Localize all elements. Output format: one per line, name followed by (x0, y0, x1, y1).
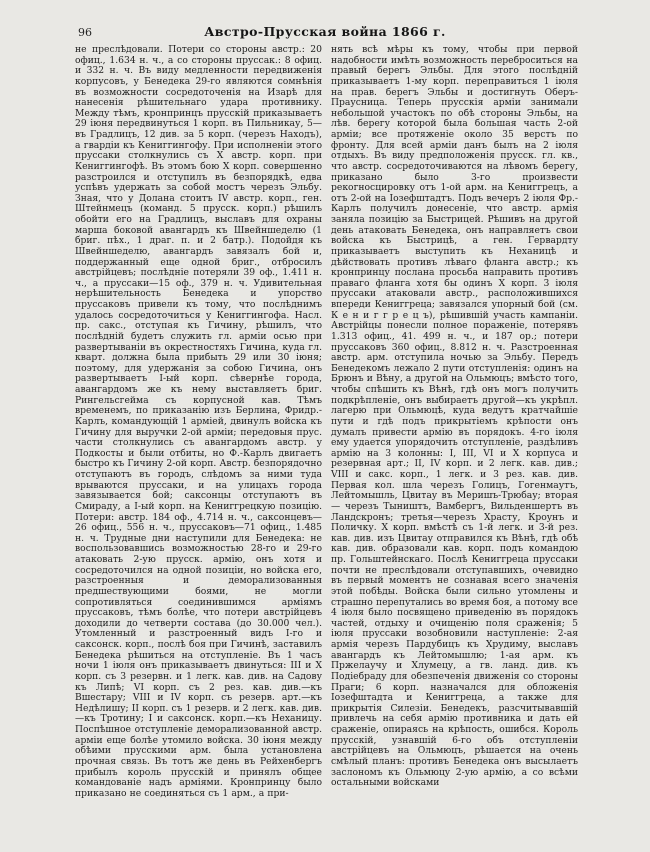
page-number: 96 (78, 26, 92, 39)
page-title: Австро-Прусская война 1866 г. (204, 24, 446, 39)
text-columns (75, 45, 578, 799)
text-column-left: не преслѣдовали. Потери со стороны австр.: 20 офиц., 1.634 н. ч., а со стороны пруссак.: 8 офиц. и 332 н. ч. Въ виду медленности передвиженія корпусовъ, у Бенедека 29-го являются сомнѣнія въ возможности сосредоточенія на Изарѣ для нанесенія рѣшительнаго удара противнику. Между тѣмъ, кронпринцъ прусскій приказываетъ 29 іюня передвинуться 1 корп. въ Пильникау, 5—въ Градлицъ, 12 див. за 5 корп. (черезъ Находъ), а гвардіи къ Кениггингофу. При исполненіи этого пруссаки столкнулись съ X австр. корп. при Кениггингофѣ. Въ этомъ бою X корп. совершенно разстроился и отступилъ въ безпорядкѣ, едва успѣвъ удержать за собой мостъ черезъ Эльбу. Зная, что у Долана стоитъ IV австр. корп., ген. Штейнмецъ (команд. 5 прусск. корп.) рѣшилъ обойти его на Градлицъ, выславъ для охраны марша боковой авангардъ къ Швейншеделю (1 бриг. пѣх., 1 драг. п. и 2 батр.). Подойдя къ Швейншеделю, авангардъ завязалъ бой и, поддержанный еще одной бриг., отбросилъ австрійцевъ; послѣдніе потеряли 39 оф., 1.411 н. ч., а пруссаки—15 оф., 379 н. ч. Удивительная нерѣшительность Бенедека и упорство пруссаковъ привели къ тому, что послѣднимъ удалось сосредоточиться у Кениггингофа. Насл. пр. сакс., отступая къ Гичину, рѣшилъ, что послѣдній будетъ служить гл. арміи осью при развертываніи въ окрестностяхъ Гичина, куда гл. кварт. должна была прибыть 29 или 30 іюня; поэтому, для удержанія за собою Гичина, онъ развертываетъ I-ый корп. сѣвернѣе города, авангардомъ же къ нему выставляетъ бриг. Рингельсгейма съ корпусной кав. Тѣмъ временемъ, по приказанію изъ Берлина, Фридр.-Карлъ, командующій 1 арміей, двинулъ войска къ Гичину для выручки 2-ой арміи; передовыя прус. части столкнулись съ авангардомъ австр. у Подкосты и были отбиты, но Ф.-Карлъ двигаетъ быстро къ Гичину 2-ой корп. Австр. безпорядочно отступаютъ въ городъ, слѣдомъ за ними туда врываются пруссаки, и на улицахъ города завязывается бой; саксонцы отступаютъ въ Смираду, а I-ый корп. на Кениггрецкую позицію. Потери: австр. 184 оф., 4.714 н. ч., саксонцевъ—26 офиц., 556 н. ч., пруссаковъ—71 офиц., 1.485 н. ч. Трудные дни наступили для Бенедека: не воспользовавшись возможностью 28-го и 29-го атаковать 2-ую прусск. армію, онъ хотя и сосредоточился на одной позиціи, но войска его, разстроенныя и деморализованныя предшествующими боями, не могли сопротивляться соединившимся арміямъ пруссаковъ, тѣмъ болѣе, что потери австрійцевъ доходили до четверти состава (до 30.000 чел.). Утомленный и разстроенный видъ I-го и саксонск. корп., послѣ боя при Гичинѣ, заставилъ Бенедека рѣшиться на отступленіе. Въ 1 часъ ночи 1 іюля онъ приказываетъ двинуться: III и X корп. съ 3 резервн. и 1 легк. кав. див. на Садову къ Липѣ; VI корп. съ 2 рез. кав. див.—къ Вшестару; VIII и IV корп. съ резерв. арт.—къ Недѣлишу; II корп. съ 1 резерв. и 2 легк. кав. див.—къ Тротину; I и саксонск. корп.—къ Неханицу. Поспѣшное отступленіе деморализованной австр. арміи еще болѣе утомило войска. 30 іюня между обѣими прусскими арм. была установлена прочная связь. Въ тотъ же день въ Рейхенбергъ прибылъ король прусскій и принялъ общее командованіе надъ арміями. Кронпринцу было приказано не соединяться съ 1 арм., а при- (75, 44, 322, 799)
text-column-right: нять всѣ мѣры къ тому, чтобы при первой надобности имѣть возможность переброситься на правый берегъ Эльбы. Для этого послѣдній приказываетъ 1-му корп. переправиться 1 іюля на прав. берегъ Эльбы и достигнуть Оберъ-Праусница. Теперь прусскія арміи занимали небольшой участокъ по обѣ стороны Эльбы, на лѣв. берегу которой была большая часть 2-ой арміи; все протяженіе около 35 верстъ по фронту. Для всей арміи данъ былъ на 2 іюля отдыхъ. Въ виду предположенія прусск. гл. кв., что австр. сосредоточиваются на лѣвомъ берегу, приказано было 3-го произвести рекогносцировку отъ 1-ой арм. на Кениггрецъ, а отъ 2-ой на Іозефштадтъ. Подъ вечеръ 2 іюля Фр.-Карлъ получилъ донесеніе, что австр. армія заняла позицію за Быстрицей. Рѣшивъ на другой день атаковать Бенедека, онъ направляетъ свои войска къ Быстрицѣ, а ген. Гервардту приказываетъ выступить къ Неханицѣ и дѣйствовать противъ лѣваго фланга австр.; къ кронпринцу послана просьба направить противъ праваго фланга хотя бы одинъ X корп. 3 іюля пруссаки атаковали австр., расположившихся впереди Кениггреца; завязался упорный бой (см. К е н и г г р е ц ъ), рѣшившій участь кампаніи. Австрійцы понесли полное пораженіе, потерявъ 1.313 офиц., 41. 499 н. ч., и 187 ор.; потери пруссаковъ 360 офиц., 8.812 н. ч. Разстроенная австр. арм. отступила ночью за Эльбу. Передъ Бенедекомъ лежало 2 пути отступленія: одинъ на Брюнъ и Вѣну, а другой на Ольмюцъ; вмѣсто того, чтобы спѣшить къ Вѣнѣ, гдѣ онъ могъ получить подкрѣпленіе, онъ выбираетъ другой—къ укрѣпл. лагерю при Ольмюцѣ, куда ведутъ кратчайшіе пути и гдѣ подъ прикрытіемъ крѣпости онъ думалъ привести армію въ порядокъ. 4-го іюля ему удается упорядочить отступленіе, раздѣливъ армію на 3 колонны: I, III, VI и X корпуса и резервная арт.; II, IV корп. и 2 легк. кав. див.; VIII и сакс. корп., 1 легк. и 3 рез. кав. див. Первая кол. шла черезъ Голицъ, Гогенмаутъ, Лейтомышль, Цвитау въ Меришъ-Трюбау; вторая — черезъ Тыништъ, Вамбергъ, Вильденшертъ въ Ландскронъ; третья—черезъ Храсту, Кроунъ и Поличку. X корп. вмѣстѣ съ 1-й легк. и 3-й рез. кав. див. изъ Цвитау отправился къ Вѣнѣ, гдѣ обѣ кав. див. образовали кав. корп. подъ командою пр. Гольштейнскаго. Послѣ Кениггреца пруссаки почти не преслѣдовали отступавшихъ, очевидно въ первый моментъ не сознавая всего значенія этой побѣды. Войска были сильно утомлены и страшно перепутались во время боя, а потому все 4 іюля было посвящено приведенію въ порядокъ частей, отдыху и очищенію поля сраженія; 5 іюля пруссаки возобновили наступленіе: 2-ая армія черезъ Пардубицъ къ Хрудиму, выславъ авангардъ къ Лейтомышлю; 1-ая арм. къ Пржелаучу и Хлумецу, а гв. ланд. див. къ Подіебраду для обезпеченія движенія со стороны Праги; 6 корп. назначался для обложенія Іозефштадта и Кениггреца, а также для прикрытія Силезіи. Бенедекъ, разсчитывавшій привлечь на себя армію противника и дать ей сраженіе, опираясь на крѣпость, ошибся. Король прусскій, узнавшій 6-го объ отступленіи австрійцевъ на Ольмюцъ, рѣшается на очень смѣлый планъ: противъ Бенедека онъ высылаетъ заслономъ къ Ольмюцу 2-ую армію, а со всѣми остальными войсками (331, 44, 578, 789)
